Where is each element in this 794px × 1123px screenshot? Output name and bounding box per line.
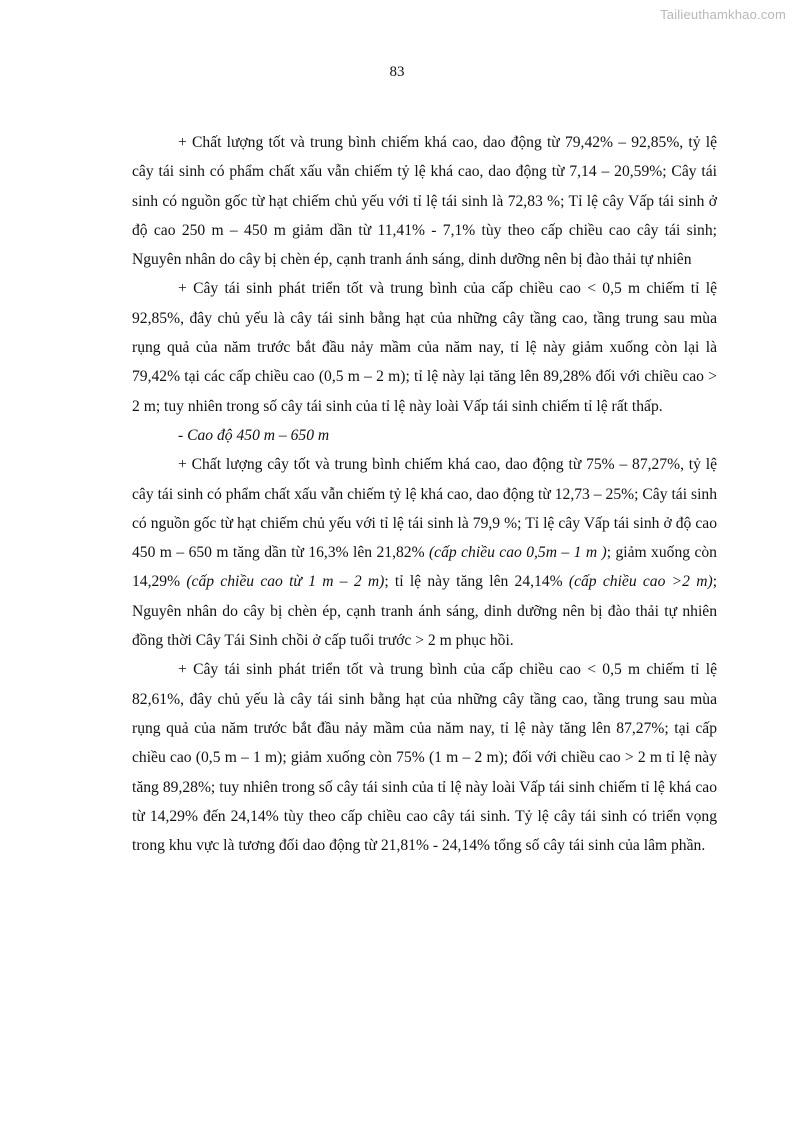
text-run: ; Nguyên nhân do cây bị chèn ép, cạnh tranh ánh sáng, dinh dưỡng nên bị đào thải tự nhiên đồng thời Cây Tái Sinh chồi ở cấp tuổi trước > 2 m phục hồi.	[132, 573, 718, 650]
paragraph-quality-450-650	[132, 450, 717, 655]
text-run: + Chất lượng cây tốt và trung bình chiếm khá cao, dao động từ 75% – 87,27%, tỷ lệ cây tái sinh có phẩm chất xấu vẫn chiếm tỷ lệ khá cao, dao động từ 12,73 – 25%; Cây tái sinh có nguồn gốc từ hạt chiếm chủ yếu với tỉ lệ tái sinh là 79,9 %; Tỉ lệ cây Vấp tái sinh ở độ cao 450 m – 650 m tăng dần từ 16,3% lên 21,82%	[132, 456, 717, 562]
italic-note-height-class-2: (cấp chiều cao từ 1 m – 2 m)	[186, 573, 385, 591]
italic-note-height-class-1: (cấp chiều cao 0,5m – 1 m )	[428, 544, 607, 562]
text-run: ; giảm xuống còn 14,29%	[132, 544, 717, 591]
text-run: ; tỉ lệ này tăng lên 24,14%	[384, 573, 569, 591]
document-body	[132, 128, 717, 860]
paragraph-growth-450-650: + Cây tái sinh phát triển tốt và trung bình của cấp chiều cao < 0,5 m chiếm tỉ lệ 82,61%, đây chủ yếu là cây tái sinh bằng hạt của những cây tầng cao, tầng trung sau mùa rụng quả của năm trước bắt đầu nảy mầm của năm nay, tỉ lệ này tăng lên 87,27%; tại cấp chiều cao (0,5 m – 1 m); giảm xuống còn 75% (1 m – 2 m); đối với chiều cao > 2 m tỉ lệ này tăng 89,28%; tuy nhiên trong số cây tái sinh của tỉ lệ này loài Vấp tái sinh chiếm tỉ lệ khá cao từ 14,29% đến 24,14% tùy theo cấp chiều cao cây tái sinh. Tỷ lệ cây tái sinh có triển vọng trong khu vực là tương đối dao động từ 21,81% - 24,14% tổng số cây tái sinh của lâm phần.	[132, 661, 717, 855]
page-number: 83	[389, 64, 405, 80]
watermark-text: Tailieuthamkhao.com	[660, 7, 786, 22]
section-heading-altitude-450-650: - Cao độ 450 m – 650 m	[178, 426, 330, 444]
paragraph-growth-250-450: + Cây tái sinh phát triển tốt và trung bình của cấp chiều cao < 0,5 m chiếm tỉ lệ 92,85%, đây chủ yếu là cây tái sinh bằng hạt của những cây tầng cao, tầng trung sau mùa rụng quả của năm trước bắt đầu nảy mầm của năm nay, tỉ lệ này giảm xuống còn lại là 79,42% tại các cấp chiều cao (0,5 m – 2 m); tỉ lệ này lại tăng lên 89,28% đối với chiều cao > 2 m; tuy nhiên trong số cây tái sinh của tỉ lệ này loài Vấp tái sinh chiếm tỉ lệ rất thấp.	[132, 280, 717, 415]
italic-note-height-class-3: (cấp chiều cao >2 m)	[568, 573, 713, 591]
paragraph-quality-250-450: + Chất lượng tốt và trung bình chiếm khá cao, dao động từ 79,42% – 92,85%, tỷ lệ cây tái sinh có phẩm chất xấu vẫn chiếm tỷ lệ khá cao, dao động từ 7,14 – 20,59%; Cây tái sinh có nguồn gốc từ hạt chiếm chủ yếu với tỉ lệ tái sinh là 72,83 %; Tỉ lệ cây Vấp tái sinh ở độ cao 250 m – 450 m giảm dần từ 11,41% - 7,1% tùy theo cấp chiều cao cây tái sinh; Nguyên nhân do cây bị chèn ép, cạnh tranh ánh sáng, dinh dưỡng nên bị đào thải tự nhiên	[132, 134, 717, 269]
